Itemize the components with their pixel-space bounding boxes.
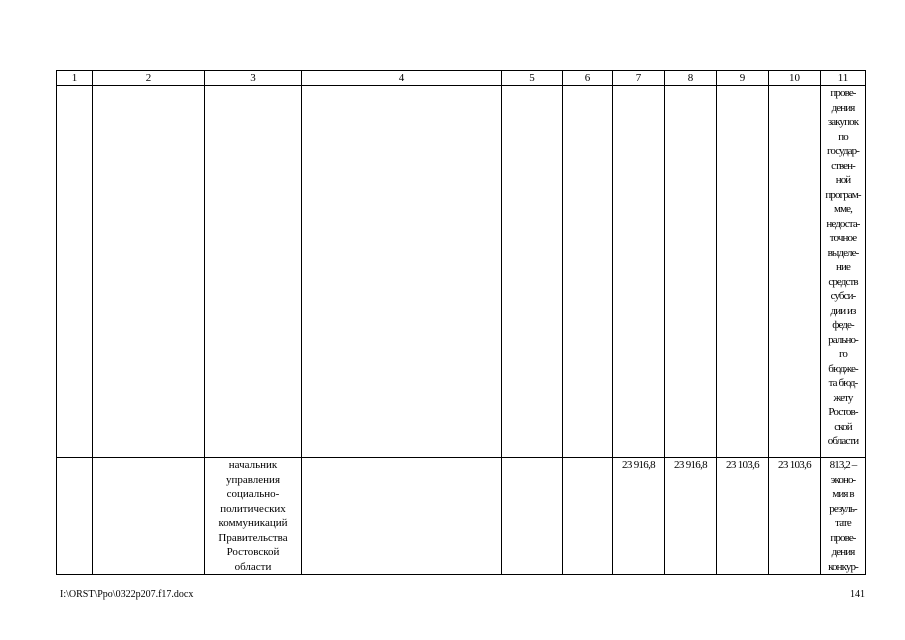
value-cell-8: 23 916,8 [665,458,717,575]
table-cell [717,86,769,458]
value-cell-9: 23 103,6 [717,458,769,575]
responsible-line: области [234,560,272,573]
table-cell [302,458,502,575]
page-number: 141 [850,589,865,600]
note-line: 813,2 – [829,459,857,471]
note-line: мме, [834,203,852,215]
note-line: субси- [830,290,856,302]
note-line: та бюд- [828,377,858,389]
note-line: эконо- [830,473,856,486]
responsible-line: управления [225,473,281,486]
header-col-3: 3 [205,71,302,86]
header-col-7: 7 [613,71,665,86]
table-cell [93,86,205,458]
table-cell [93,458,205,575]
note-line: недоста- [826,217,860,230]
note-line: жету [833,391,853,404]
value-cell-7: 23 916,8 [613,458,665,575]
responsible-line: социально- [226,488,280,500]
note-line: ской [834,420,852,433]
table-cell [563,458,613,575]
note-line: закупок [827,116,859,128]
table-cell [502,458,563,575]
note-line: дения [831,546,855,558]
note-line: ние [836,261,850,273]
note-line: Ростов- [828,406,858,418]
responsible-line: Ростовской [226,546,280,558]
value-cell-10: 23 103,6 [769,458,821,575]
note-line: конкур- [828,560,858,573]
table-cell [563,86,613,458]
header-col-5: 5 [502,71,563,86]
note-line: ной [835,174,851,186]
responsible-line: коммуникаций [218,517,288,529]
table-cell [57,86,93,458]
note-line: прове- [830,87,856,99]
header-col-1: 1 [57,71,93,86]
footer-file-path: I:\ORST\Ppo\0322p207.f17.docx [60,589,194,600]
responsible-cell [205,458,302,575]
header-col-2: 2 [93,71,205,86]
note-line: го [839,348,847,360]
header-col-10: 10 [769,71,821,86]
note-line: рально- [828,333,858,346]
note-line: прове- [830,531,856,544]
note-line: програм- [825,188,861,201]
note-line: дии из [830,304,856,317]
table-cell [502,86,563,458]
note-line: ствен- [831,159,855,172]
table-cell [769,86,821,458]
header-col-9: 9 [717,71,769,86]
report-table [56,70,866,575]
note-line: выделе- [827,246,859,259]
note-line: средств [828,275,858,288]
header-col-8: 8 [665,71,717,86]
note-line: бюдже- [828,362,858,375]
header-row [57,71,866,86]
header-col-6: 6 [563,71,613,86]
note-line: феде- [832,319,854,331]
table-row [57,458,866,575]
note-line: государ- [827,145,859,157]
note-cell [821,458,866,575]
table-cell [205,86,302,458]
header-col-4: 4 [302,71,502,86]
note-line: тате [835,517,851,529]
note-line: по [838,130,848,143]
table-cell [613,86,665,458]
header-col-11: 11 [821,71,866,86]
table-cell [302,86,502,458]
responsible-line: политических [220,502,286,515]
note-line: резуль- [829,502,857,515]
table-row [57,86,866,458]
note-cell [821,86,866,458]
table-cell [57,458,93,575]
table-cell [665,86,717,458]
note-line: области [827,435,859,447]
note-line: дения [831,101,855,114]
responsible-line: начальник [228,459,278,471]
responsible-line: Правительства [218,531,288,544]
note-line: точное [829,232,857,244]
note-line: мия в [832,488,854,500]
